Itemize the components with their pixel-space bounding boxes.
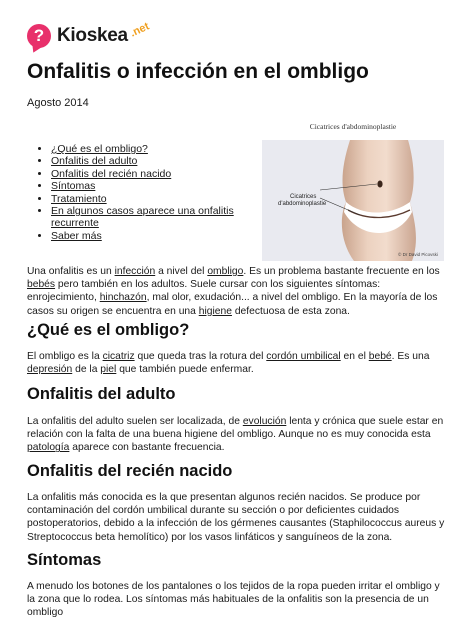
text-run: , mal olor, exudación... a nivel del ombligo. En la mayoría de los casos su origen se encuentra en una: [27, 292, 438, 317]
toc-link-tratamiento[interactable]: Tratamiento: [51, 192, 107, 205]
logo-tld: .net: [128, 20, 151, 40]
intro-paragraph: [27, 265, 447, 318]
section-heading-que-es: ¿Qué es el ombligo?: [27, 321, 190, 339]
text-run: que también puede enfermar.: [116, 364, 254, 376]
link-bebe[interactable]: bebé: [368, 351, 392, 362]
figure-credit: © Dr David Picovski: [398, 252, 438, 257]
text-run: La onfalitis del adulto suelen ser localizada, de: [27, 416, 243, 427]
section-paragraph-que-es: [27, 350, 447, 376]
link-ombligo[interactable]: ombligo: [207, 266, 244, 277]
toc-item: [51, 143, 256, 155]
link-cicatriz[interactable]: cicatriz: [102, 351, 135, 362]
section-heading-recien-nacido: Onfalitis del recién nacido: [27, 462, 233, 480]
link-piel[interactable]: piel: [100, 364, 117, 376]
page-title: Onfalitis o infección en el ombligo: [27, 60, 369, 83]
section-heading-adulto: Onfalitis del adulto: [27, 385, 176, 403]
toc-link-recien-nacido[interactable]: Onfalitis del recién nacido: [51, 167, 172, 180]
text-run: . Es una: [391, 351, 430, 362]
link-higiene[interactable]: higiene: [198, 305, 232, 317]
text-run: El ombligo es la: [27, 351, 103, 362]
toc-link-recurrente[interactable]: En algunos casos aparece una onfalitis recurrente: [51, 205, 234, 230]
toc-item: [51, 168, 256, 180]
text-run: aparece con bastante frecuencia.: [69, 442, 225, 454]
figure-label-line2: d'abdominoplastie: [278, 201, 327, 207]
toc-item: [51, 230, 256, 242]
abdominoplasty-figure: [262, 122, 444, 261]
logo-name: Kioskea: [57, 25, 128, 46]
link-bebes[interactable]: bebés: [27, 279, 56, 291]
text-run: lenta y crónica que suele estar en relación con la falta de una buena higiene del ombligo. Aunque no es muy conocida esta: [27, 416, 444, 441]
toc-link-saber-mas[interactable]: Saber más: [51, 229, 102, 242]
abdomen-photo: [262, 140, 444, 261]
table-of-contents: [36, 143, 256, 242]
text-run: de la: [72, 364, 101, 376]
toc-item: [51, 180, 256, 192]
link-patologia[interactable]: patología: [27, 442, 70, 454]
toc-link-que-es[interactable]: ¿Qué es el ombligo?: [51, 143, 148, 155]
site-logo[interactable]: [27, 22, 149, 50]
text-run: pero también en los adultos. Suele cursar con los siguientes síntomas: enrojecimiento,: [27, 279, 381, 304]
section-paragraph-recien-nacido: La onfalitis más conocida es la que presentan algunos recién nacidos. Se produce por contaminación del cordón umbilical durante su sección o por deficientes cuidados postoperatorios, debido a la infección de los gérmenes causantes (Staphilococcus aureus y Streptococcus beta hemolítico) por los vasos linfáticos y sanguíneos de la zona.: [27, 492, 445, 543]
figure-label-line1: Cicatrices: [290, 194, 317, 200]
section-heading-sintomas: Síntomas: [27, 551, 102, 569]
link-depresion[interactable]: depresión: [27, 364, 73, 376]
text-run: . Es un problema bastante frecuente en los: [243, 266, 440, 277]
link-cordon-umbilical[interactable]: cordón umbilical: [266, 351, 341, 362]
publish-date: Agosto 2014: [27, 97, 89, 109]
text-run: defectuosa de esta zona.: [231, 305, 350, 317]
link-hinchazon[interactable]: hinchazón: [99, 292, 147, 304]
link-infeccion[interactable]: infección: [114, 266, 156, 277]
text-run: Una onfalitis es un: [27, 266, 115, 277]
logo-letter: ?: [33, 26, 45, 45]
toc-link-sintomas[interactable]: Síntomas: [51, 180, 96, 193]
section-paragraph-sintomas: A menudo los botones de los pantalones o los tejidos de la ropa pueden irritar el ombligo y la zona que lo rodea. Los síntomas más habituales de la onfalitis son la presencia de un ombligo: [27, 581, 440, 619]
text-run: a nivel del: [155, 266, 208, 277]
toc-link-adulto[interactable]: Onfalitis del adulto: [51, 155, 138, 168]
text-run: en el: [340, 351, 369, 362]
figure-caption: Cicatrices d'abdominoplastie: [309, 122, 397, 131]
text-run: que queda tras la rotura del: [134, 351, 267, 362]
link-evolucion[interactable]: evolución: [242, 416, 287, 427]
toc-item: [51, 205, 256, 230]
toc-item: [51, 155, 256, 167]
toc-item: [51, 193, 256, 205]
section-paragraph-adulto: [27, 415, 447, 455]
speech-bubble-icon: [27, 24, 51, 48]
